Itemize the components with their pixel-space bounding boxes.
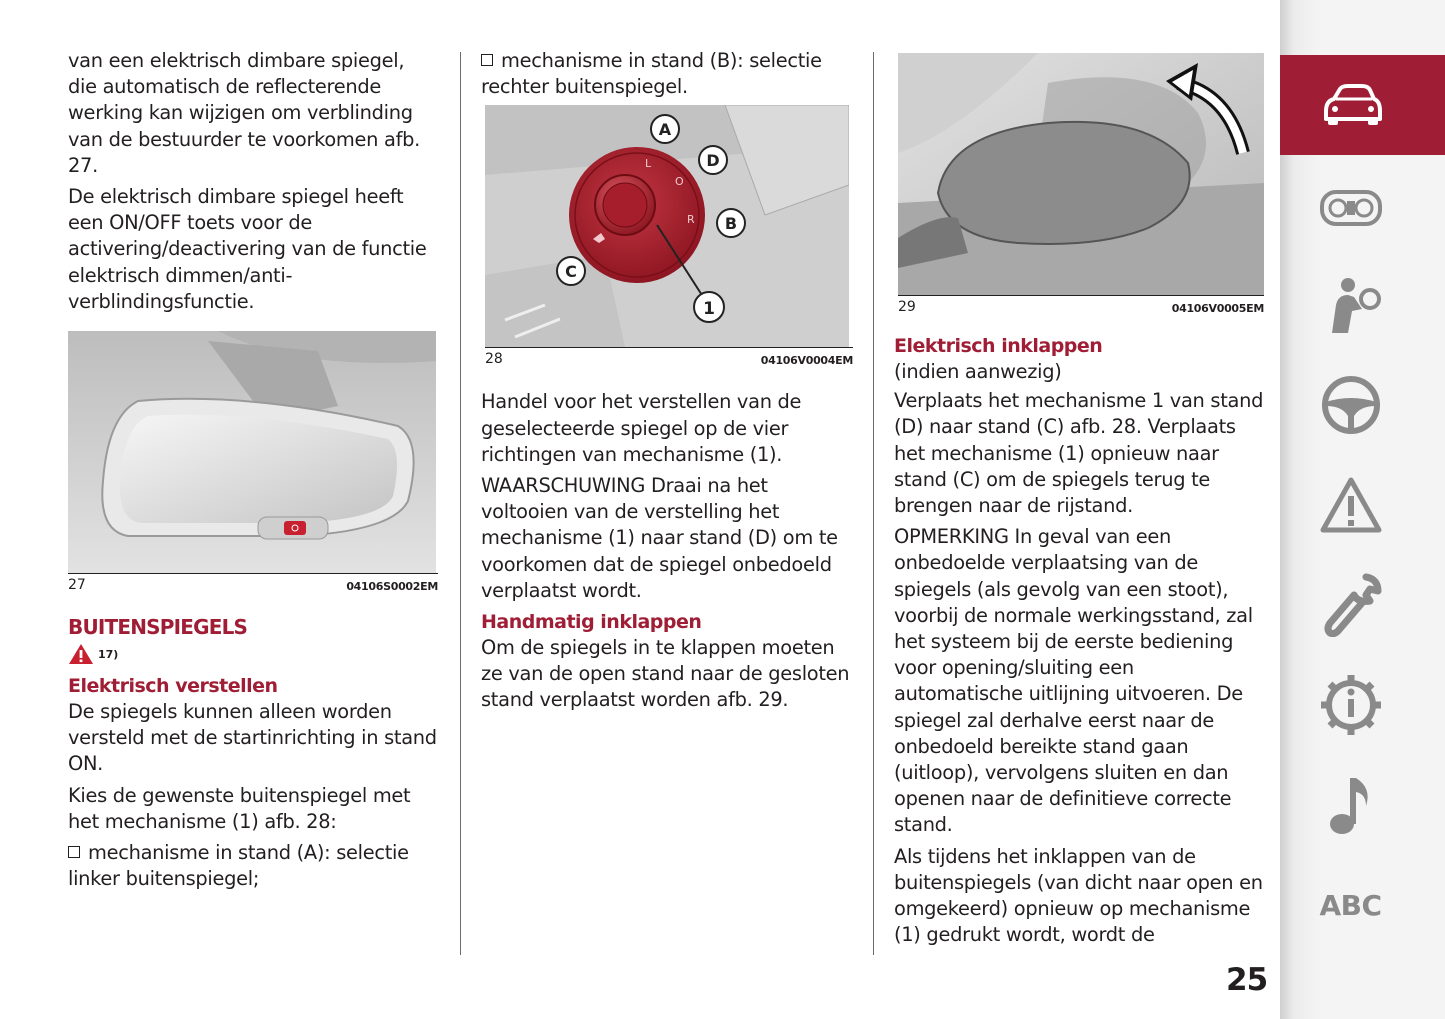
tab-safety[interactable] xyxy=(1280,255,1445,355)
dashboard-icon xyxy=(1318,186,1384,230)
paragraph: van een elektrisch dimbare spiegel, die automatisch de reflecterende werking kan wijzigen om verblinding van de bestuurder te voorkomen afb. 27. xyxy=(68,49,420,177)
tab-index[interactable] xyxy=(1280,855,1445,955)
paragraph: Kies de gewenste buitenspiegel met het mechanisme (1) afb. 28: xyxy=(68,783,411,833)
label-b xyxy=(717,209,745,237)
figure-code: 04106V0005EM xyxy=(1171,302,1264,315)
folding-mirror-illustration xyxy=(898,53,1264,295)
label-c xyxy=(557,257,585,285)
column-3 xyxy=(894,48,1264,953)
paragraph: Handel voor het verstellen van de geselecteerde spiegel op de vier richtingen van mechanisme (1). xyxy=(481,390,802,466)
bullet-box-icon xyxy=(68,846,80,858)
figure-caption xyxy=(485,347,853,367)
mirror-control-illustration xyxy=(485,105,849,347)
subheading: Handmatig inklappen xyxy=(481,611,702,634)
paragraph: De elektrisch dimbare spiegel heeft een ON/OFF toets voor de activering/deactivering van de functie elektrisch dimmen/anti-verblindingsfunctie. xyxy=(68,185,427,313)
tab-emergency[interactable] xyxy=(1280,455,1445,555)
figure-caption xyxy=(898,295,1264,315)
svg-text:B: B xyxy=(724,214,738,234)
warning-ref-number: 17) xyxy=(98,647,119,661)
chapter-sidebar xyxy=(1280,0,1445,1019)
label-d xyxy=(699,146,727,174)
paragraph: Verplaats het mechanisme 1 van stand (D) naar stand (C) afb. 28. Verplaats het mechanisme (1) opnieuw naar stand (C) om de spiegels terug te brengen naar de rijstand. xyxy=(894,389,1264,518)
figure-28 xyxy=(485,105,853,367)
column-divider xyxy=(873,52,874,955)
label-1 xyxy=(694,292,724,322)
bullet-box-icon xyxy=(481,54,493,66)
column-1 xyxy=(68,48,438,897)
paragraph: Als tijdens het inklappen van de buitenspiegels (van dicht naar open en omgekeerd) opnieuw op mechanisme (1) gedrukt wordt, wordt de xyxy=(894,844,1263,947)
car-icon xyxy=(1318,81,1384,129)
dial-letter-o: O xyxy=(675,175,684,189)
bullet-item xyxy=(481,48,853,100)
column-2 xyxy=(481,48,853,719)
gear-info-icon xyxy=(1319,673,1383,737)
paragraph: Om de spiegels in te klappen moeten ze van de open stand naar de gesloten stand verplaatst worden afb. 29. xyxy=(481,636,850,712)
music-note-icon xyxy=(1326,774,1376,836)
figure-number: 27 xyxy=(68,577,86,594)
svg-text:1: 1 xyxy=(703,299,715,320)
tab-maintenance[interactable] xyxy=(1280,555,1445,655)
label-a xyxy=(651,115,679,143)
figure-code: 04106S0002EM xyxy=(346,580,438,594)
paragraph: De spiegels kunnen alleen worden versteld met de startinrichting in stand ON. xyxy=(68,700,437,776)
bullet-text: mechanisme in stand (A): selectie linker buitenspiegel; xyxy=(68,841,409,891)
wrench-icon xyxy=(1320,573,1382,637)
figure-28-image xyxy=(485,105,849,347)
subheading: Elektrisch inklappen xyxy=(894,335,1103,357)
svg-text:D: D xyxy=(706,151,720,171)
subheading: Elektrisch verstellen xyxy=(68,675,278,698)
figure-number: 29 xyxy=(898,299,916,315)
abc-label: ABC xyxy=(1319,888,1382,922)
paragraph: WAARSCHUWING Draai na het voltooien van de verstelling het mechanisme (1) naar stand (D) om te voorkomen dat de spiegel onbedoeld verplaatst wordt. xyxy=(481,474,838,602)
dial-letter-l: L xyxy=(645,157,652,171)
tab-multimedia[interactable] xyxy=(1280,755,1445,855)
figure-number: 28 xyxy=(485,351,503,368)
figure-29-image xyxy=(898,53,1264,295)
tab-car[interactable] xyxy=(1280,55,1445,155)
page-number: 25 xyxy=(1226,962,1268,998)
dial-letter-r: R xyxy=(687,213,695,227)
svg-text:A: A xyxy=(658,120,672,140)
figure-code: 04106V0004EM xyxy=(760,354,853,368)
bullet-item xyxy=(68,840,438,892)
tab-driving[interactable] xyxy=(1280,355,1445,455)
rearview-mirror-illustration xyxy=(68,331,436,573)
tab-dashboard[interactable] xyxy=(1280,158,1445,258)
figure-27-image xyxy=(68,331,436,573)
warning-icon xyxy=(68,643,94,665)
tab-technical-data[interactable] xyxy=(1280,655,1445,755)
airbag-person-icon xyxy=(1318,275,1384,335)
svg-text:C: C xyxy=(565,262,577,282)
warning-triangle-icon xyxy=(1319,476,1383,534)
figure-27 xyxy=(68,331,438,593)
paragraph: OPMERKING In geval van een onbedoelde verplaatsing van de spiegels (als gevolg van een stoot), voorbij de normale werkingsstand, zal het systeem bij de eerste bediening voor opening/sluiting een automatische uitlijning uitvoeren. De spiegel zal derhalve eerst naar de onbedoeld bereikte stand gaan (uitloop), vervolgens sluiten en dan openen naar de definitieve correcte stand. xyxy=(894,525,1253,837)
figure-29 xyxy=(898,53,1264,315)
steering-wheel-icon xyxy=(1320,374,1382,436)
warning-reference xyxy=(68,643,438,665)
paragraph: (indien aanwezig) xyxy=(894,360,1062,383)
bullet-text: mechanisme in stand (B): selectie rechter buitenspiegel. xyxy=(481,49,822,99)
column-divider xyxy=(460,52,461,955)
section-title: BUITENSPIEGELS xyxy=(68,615,248,640)
figure-caption xyxy=(68,573,438,593)
